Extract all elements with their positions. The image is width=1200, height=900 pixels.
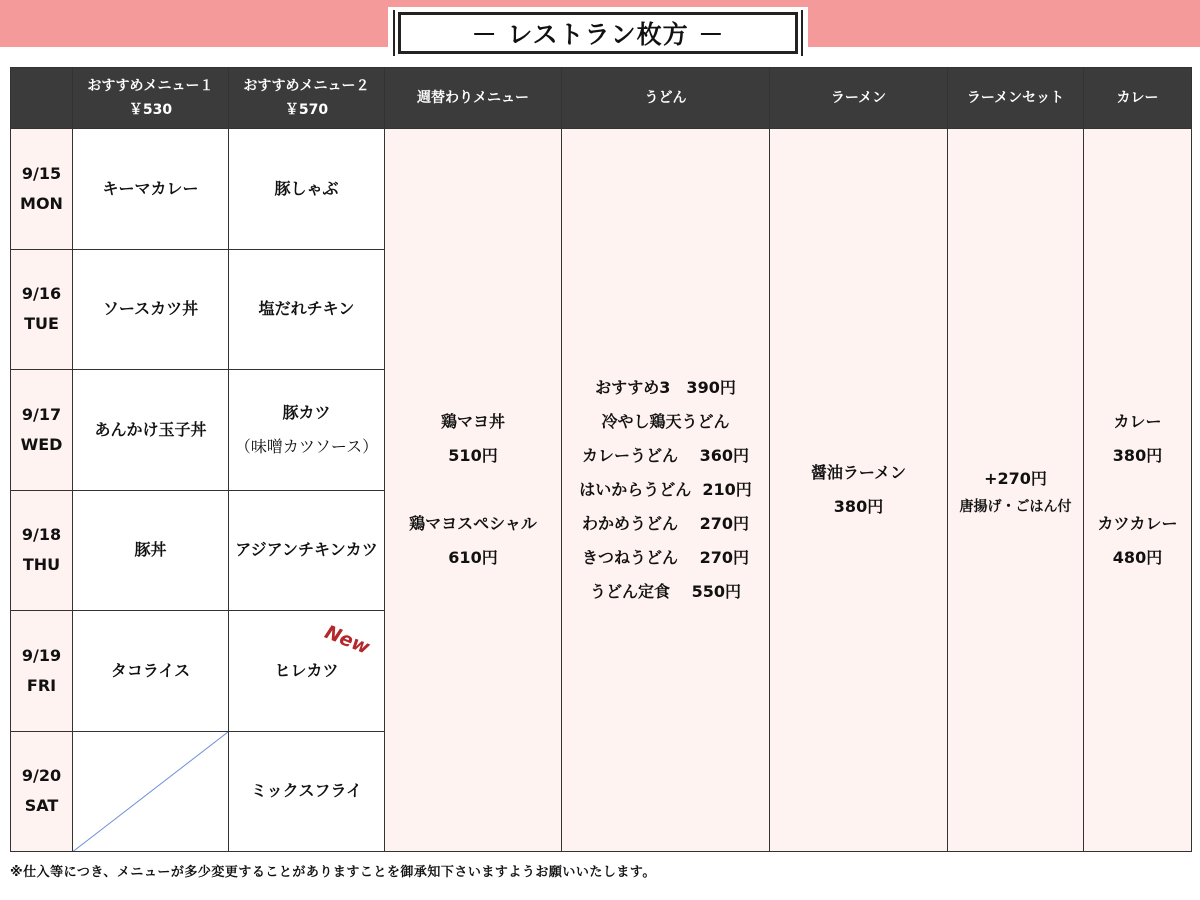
udon-line: おすすめ3 390円	[595, 378, 736, 397]
date-cell	[11, 249, 73, 370]
header-curry: カレー	[1084, 68, 1192, 129]
menu-item: 豚しゃぶ	[274, 178, 339, 198]
weekly-item1-price: 510円	[448, 446, 498, 465]
date-cell	[11, 370, 73, 491]
ramen-price: 380円	[833, 497, 884, 516]
osusume2-cell	[229, 611, 385, 732]
date-label: 9/18	[21, 525, 62, 545]
header-osusume2-name: おすすめメニュー２	[243, 78, 370, 94]
date-label: 9/16	[21, 284, 62, 304]
curry-item2-price: 480円	[1112, 548, 1163, 567]
page-title: － レストラン枚方 －	[398, 12, 798, 54]
day-row	[11, 129, 1200, 250]
curry-item2-name: カツカレー	[1097, 514, 1178, 533]
date-label: 9/15	[21, 163, 62, 183]
menu-item: タコライス	[110, 660, 191, 680]
osusume1-cell	[73, 370, 229, 491]
osusume2-cell	[229, 249, 385, 370]
menu-item: あんかけ玉子丼	[94, 419, 207, 439]
ramen-set-cell	[948, 129, 1084, 852]
header-date	[11, 68, 73, 129]
osusume1-cell	[73, 249, 229, 370]
weekly-cell	[385, 129, 562, 852]
header-ramen: ラーメン	[770, 68, 948, 129]
udon-line: わかめうどん 270円	[582, 514, 749, 533]
menu-item: 豚カツ	[282, 402, 331, 422]
udon-line: うどん定食 550円	[590, 582, 741, 601]
menu-item: 塩だれチキン	[258, 299, 355, 319]
date-cell	[11, 731, 73, 852]
menu-item: キーマカレー	[102, 178, 199, 198]
header-row	[11, 68, 1200, 129]
udon-line: カレーうどん 360円	[582, 446, 749, 465]
date-cell	[11, 611, 73, 732]
title-box	[388, 7, 808, 59]
ramen-set-price: +270円	[984, 469, 1047, 488]
osusume1-cell-empty	[73, 731, 229, 852]
osusume1-cell	[73, 129, 229, 250]
weekday-label: FRI	[26, 675, 57, 695]
osusume2-cell	[229, 731, 385, 852]
menu-item: ヒレカツ	[274, 660, 339, 680]
udon-cell	[562, 129, 770, 852]
date-label: 9/19	[21, 645, 62, 665]
date-label: 9/17	[21, 404, 62, 424]
header-osusume2-price: ￥570	[284, 102, 329, 118]
curry-item1-price: 380円	[1112, 446, 1163, 465]
header-osusume1-name: おすすめメニュー１	[87, 78, 214, 94]
udon-line: 冷やし鶏天うどん	[601, 412, 730, 431]
header-ramen-set: ラーメンセット	[948, 68, 1084, 129]
header-osusume2	[229, 68, 385, 129]
footnote: ※仕入等につき、メニューが多少変更することがありますことを御承知下さいますようお願いいたします。	[10, 865, 656, 880]
date-cell	[11, 129, 73, 250]
empty-slash	[73, 732, 228, 852]
new-badge: New	[321, 621, 373, 659]
menu-item: 豚丼	[134, 540, 167, 560]
weekly-item2-price: 610円	[448, 548, 498, 567]
menu-item: アジアンチキンカツ	[235, 540, 378, 560]
weekday-label: MON	[20, 193, 63, 213]
header-udon: うどん	[562, 68, 770, 129]
weekday-label: SAT	[24, 796, 59, 816]
header-osusume1	[73, 68, 229, 129]
udon-line: きつねうどん 270円	[582, 548, 749, 567]
weekday-label: WED	[20, 434, 63, 454]
menu-item: ミックスフライ	[250, 781, 363, 801]
menu-item: ソースカツ丼	[102, 299, 199, 319]
weekly-item2-name: 鶏マヨスペシャル	[409, 514, 537, 533]
osusume2-cell	[229, 490, 385, 611]
header-osusume1-price: ￥530	[128, 102, 173, 118]
curry-item1-name: カレー	[1113, 412, 1162, 431]
osusume1-cell	[73, 490, 229, 611]
ramen-set-note: 唐揚げ・ごはん付	[959, 499, 1072, 515]
date-cell	[11, 490, 73, 611]
weekday-label: THU	[22, 555, 61, 575]
osusume1-cell	[73, 611, 229, 732]
menu-table	[10, 67, 1200, 852]
ramen-name: 醤油ラーメン	[810, 463, 907, 482]
curry-cell	[1084, 129, 1192, 852]
date-label: 9/20	[21, 766, 62, 786]
ramen-cell	[770, 129, 948, 852]
osusume2-cell	[229, 129, 385, 250]
header-weekly: 週替わりメニュー	[385, 68, 562, 129]
udon-line: はいからうどん 210円	[579, 480, 752, 499]
menu-item-note: （味噌カツソース）	[234, 436, 379, 456]
weekly-item1-name: 鶏マヨ丼	[440, 412, 505, 431]
osusume2-cell	[229, 370, 385, 491]
weekday-label: TUE	[24, 314, 59, 334]
